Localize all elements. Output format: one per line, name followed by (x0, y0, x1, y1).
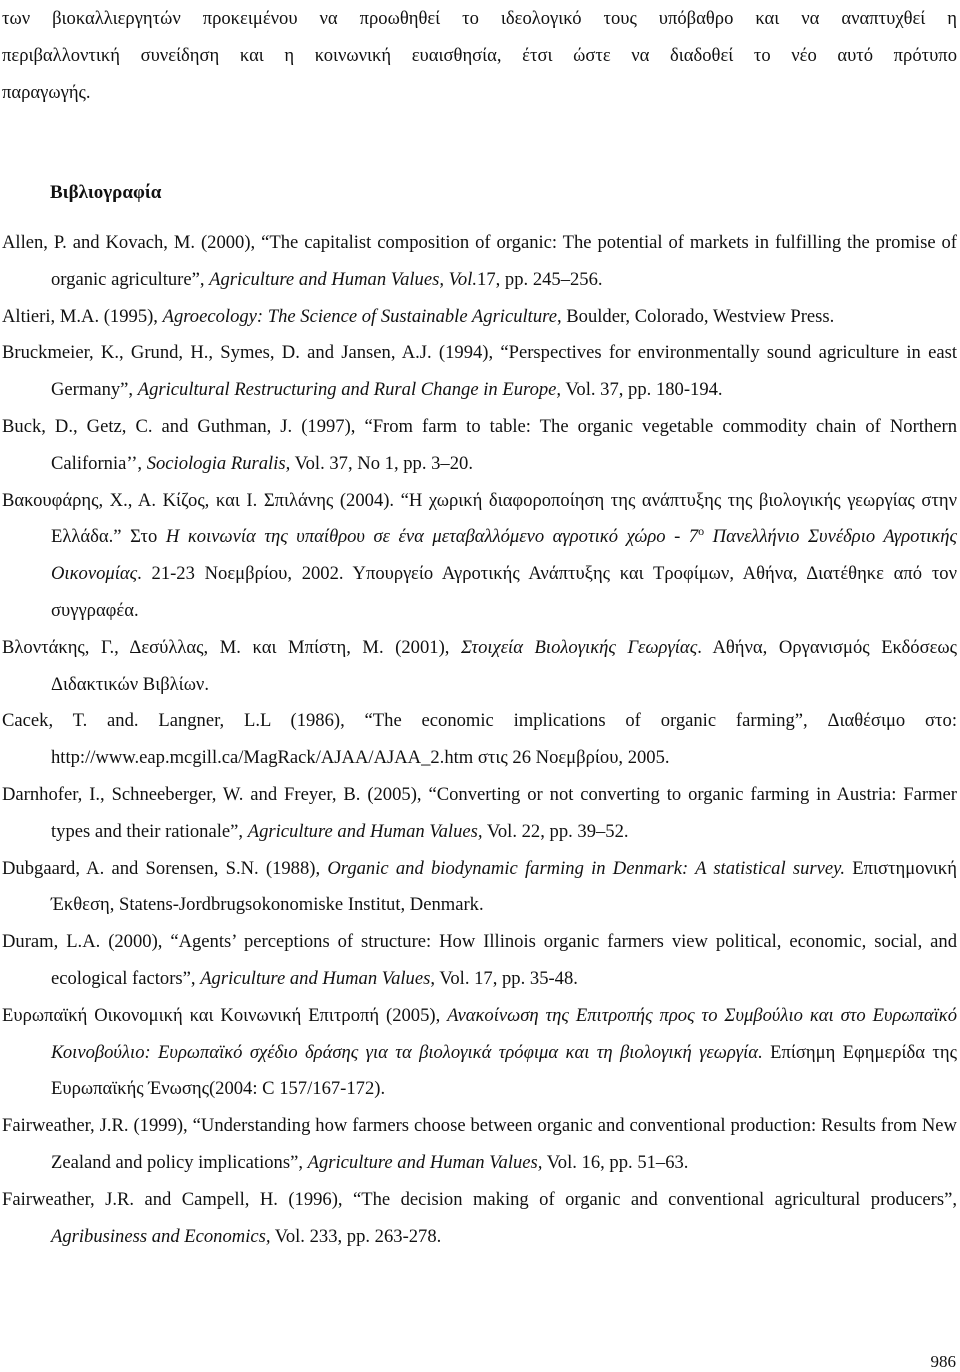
intro-line: περιβαλλοντική συνείδηση και η κοινωνική ευαισθησία, έτσι ώστε να διαδοθεί το νέο αυτό πρότυπο (2, 45, 957, 66)
reference-item: Fairweather, J.R. (1999), “Understanding how farmers choose between organic and conventional production: Results from New Zealand and policy implications”, Agriculture and Human Values, Vol. 16, pp. 51–63. (2, 1115, 957, 1173)
reference-item: Dubgaard, A. and Sorensen, S.N. (1988), Organic and biodynamic farming in Denmark: A statistical survey. Επιστημονική Έκθεση, Statens-Jordbrugsokonomiske Institut, Denmark. (2, 857, 957, 916)
bibliography-heading: Βιβλιογραφία (50, 182, 162, 203)
reference-item: Cacek, T. and. Langner, L.L (1986), “The economic implications of organic farming”, Διαθέσιμο στο: http://www.eap.mcgill.ca/MagRack/AJAA/AJAA_2.htm στις 26 Νοεμβρίου, 2005. (2, 710, 957, 769)
reference-item: Bruckmeier, K., Grund, H., Symes, D. and Jansen, A.J. (1994), “Perspectives for environmentally sound agriculture in east Germany”, Agricultural Restructuring and Rural Change in Europe, Vol. 37, pp. 180-194. (2, 342, 957, 401)
reference-item: Βακουφάρης, Χ., Α. Κίζος, και Ι. Σπιλάνης (2004). “Η χωρική διαφοροποίηση της ανάπτυξης της βιολογικής γεωργίας στην Ελλάδα.” Στο Η κοινωνία της υπαίθρου σε ένα μεταβαλλόμενο αγροτικό χώρο - $7^o$ Πανελλήνιο Συνέδριο Αγροτικής Οικονομίας. 21-23 Νοεμβρίου, 2002. Υπουργείο Αγροτικής Ανάπτυξης και Τροφίμων, Αθήνα, Διατέθηκε από τον συγγραφέα. (2, 489, 957, 621)
page-number: 986 (930, 1352, 956, 1371)
reference-item: Altieri, M.A. (1995), Agroecology: The Science of Sustainable Agriculture, Boulder, Colorado, Westview Press. (2, 305, 835, 327)
intro-line: των βιοκαλλιεργητών προκειμένου να προωθηθεί το ιδεολογικό τους υπόβαθρο και να αναπτυχθεί η (2, 8, 957, 29)
reference-list (2, 225, 957, 1255)
reference-item: Duram, L.A. (2000), “Agents’ perceptions of structure: How Illinois organic farmers view political, economic, social, and ecological factors”, Agriculture and Human Values, Vol. 17, pp. 35-48. (2, 931, 957, 989)
reference-item: Allen, P. and Kovach, M. (2000), “The capitalist composition of organic: The potential of markets in fulfilling the promise of organic agriculture”, Agriculture and Human Values, Vol.17, pp. 245–256. (2, 232, 957, 290)
intro-paragraph (2, 0, 957, 111)
intro-line: παραγωγής. (2, 82, 91, 103)
reference-item: Βλοντάκης, Γ., Δεσύλλας, Μ. και Μπίστη, Μ. (2001), Στοιχεία Βιολογικής Γεωργίας. Αθήνα, Οργανισμός Εκδόσεως Διδακτικών Βιβλίων. (2, 636, 958, 695)
reference-item: Darnhofer, I., Schneeberger, W. and Freyer, B. (2005), “Converting or not converting to organic farming in Austria: Farmer types and their rationale”, Agriculture and Human Values, Vol. 22, pp. 39–52. (2, 783, 957, 842)
reference-item: Ευρωπαϊκή Οικονομική και Κοινωνική Επιτροπή (2005), Ανακοίνωση της Επιτροπής προς το Συμβούλιο και στο Ευρωπαϊκό Κοινοβούλιο: Ευρωπαϊκό σχέδιο δράσης για τα βιολογικά τρόφιμα και τη βιολογική γεωργία. Επίσημη Εφημερίδα της Ευρωπαϊκής Ένωσης(2004: C 157/167-172). (2, 1004, 957, 1100)
reference-item: Fairweather, J.R. and Campell, H. (1996), “The decision making of organic and conventional agricultural producers”, Agribusiness and Economics, Vol. 233, pp. 263-278. (2, 1188, 957, 1247)
reference-item: Buck, D., Getz, C. and Guthman, J. (1997), “From farm to table: The organic vegetable commodity chain of Northern California’’, Sociologia Ruralis, Vol. 37, No 1, pp. 3–20. (2, 415, 957, 474)
